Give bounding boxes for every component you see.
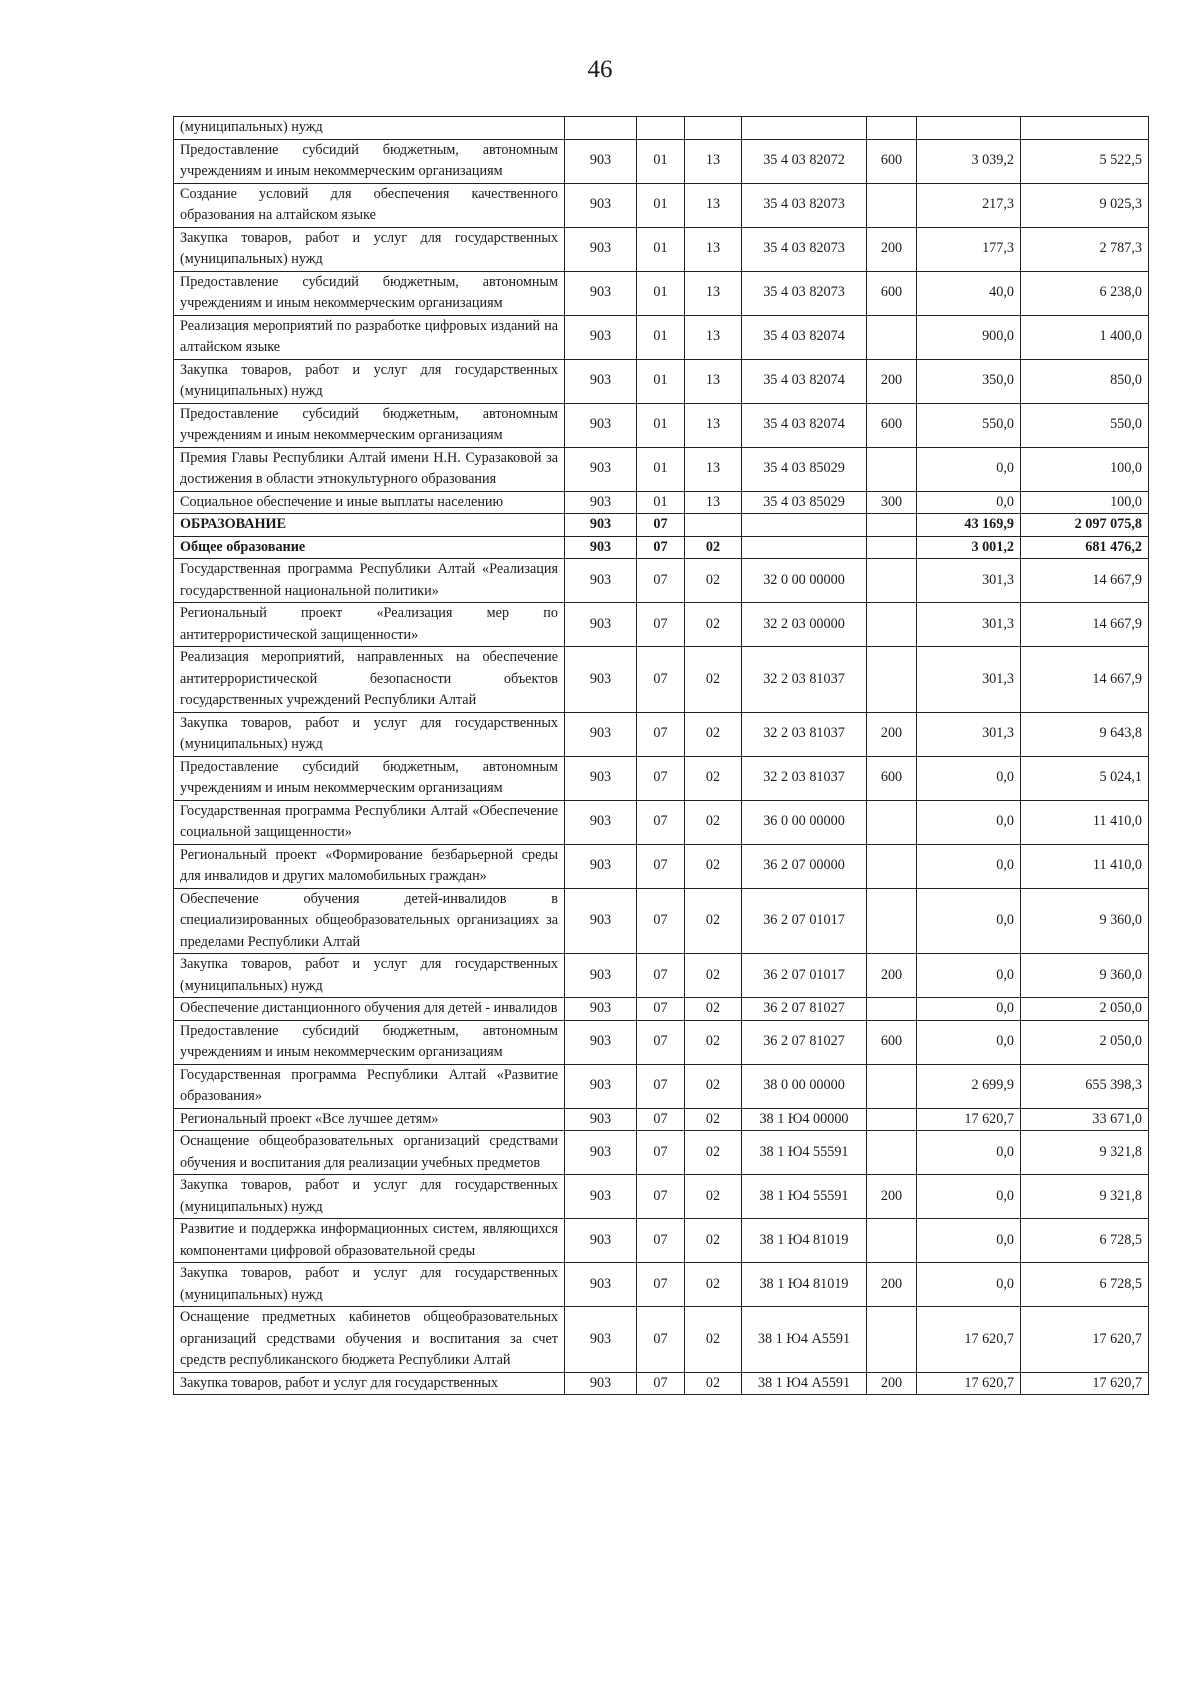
subsection-code-cell: 02 bbox=[685, 954, 742, 998]
expense-type-code-cell bbox=[867, 1108, 917, 1131]
table-row bbox=[174, 1219, 1149, 1263]
subsection-code-cell: 02 bbox=[685, 536, 742, 559]
amount-2-cell: 14 667,9 bbox=[1021, 647, 1149, 713]
section-code-cell bbox=[637, 117, 685, 140]
row-name-cell: Обеспечение дистанционного обучения для детей - инвалидов bbox=[174, 998, 565, 1021]
section-code-cell: 01 bbox=[637, 227, 685, 271]
amount-1-cell: 17 620,7 bbox=[917, 1307, 1021, 1373]
amount-2-cell: 11 410,0 bbox=[1021, 800, 1149, 844]
subsection-code-cell: 13 bbox=[685, 139, 742, 183]
admin-code-cell: 903 bbox=[565, 603, 637, 647]
row-name-cell: Предоставление субсидий бюджетным, автономным учреждениям и иным некоммерческим организациям bbox=[174, 139, 565, 183]
subsection-code-cell: 02 bbox=[685, 888, 742, 954]
row-name-cell: Предоставление субсидий бюджетным, автономным учреждениям и иным некоммерческим организациям bbox=[174, 403, 565, 447]
admin-code-cell: 903 bbox=[565, 712, 637, 756]
table-row bbox=[174, 403, 1149, 447]
table-row bbox=[174, 1175, 1149, 1219]
admin-code-cell: 903 bbox=[565, 359, 637, 403]
target-item-code-cell: 32 2 03 81037 bbox=[742, 756, 867, 800]
amount-2-cell: 2 787,3 bbox=[1021, 227, 1149, 271]
row-name-cell: Предоставление субсидий бюджетным, автономным учреждениям и иным некоммерческим организациям bbox=[174, 756, 565, 800]
row-name-cell: Оснащение общеобразовательных организаций средствами обучения и воспитания для реализации учебных предметов bbox=[174, 1131, 565, 1175]
expense-type-code-cell bbox=[867, 998, 917, 1021]
amount-2-cell: 9 360,0 bbox=[1021, 954, 1149, 998]
row-name-cell: Закупка товаров, работ и услуг для государственных (муниципальных) нужд bbox=[174, 227, 565, 271]
expense-type-code-cell bbox=[867, 536, 917, 559]
row-name-cell: Закупка товаров, работ и услуг для государственных (муниципальных) нужд bbox=[174, 1263, 565, 1307]
section-code-cell: 01 bbox=[637, 491, 685, 514]
amount-1-cell bbox=[917, 117, 1021, 140]
amount-1-cell: 0,0 bbox=[917, 954, 1021, 998]
amount-1-cell: 0,0 bbox=[917, 844, 1021, 888]
expense-type-code-cell bbox=[867, 844, 917, 888]
admin-code-cell: 903 bbox=[565, 998, 637, 1021]
section-code-cell: 07 bbox=[637, 536, 685, 559]
target-item-code-cell: 35 4 03 82072 bbox=[742, 139, 867, 183]
amount-1-cell: 0,0 bbox=[917, 1020, 1021, 1064]
amount-2-cell: 2 097 075,8 bbox=[1021, 514, 1149, 537]
expense-type-code-cell bbox=[867, 603, 917, 647]
amount-1-cell: 0,0 bbox=[917, 1263, 1021, 1307]
amount-1-cell: 350,0 bbox=[917, 359, 1021, 403]
amount-2-cell: 5 024,1 bbox=[1021, 756, 1149, 800]
table-row bbox=[174, 1131, 1149, 1175]
row-name-cell: Социальное обеспечение и иные выплаты населению bbox=[174, 491, 565, 514]
section-code-cell: 07 bbox=[637, 1307, 685, 1373]
expense-type-code-cell bbox=[867, 1219, 917, 1263]
amount-1-cell: 40,0 bbox=[917, 271, 1021, 315]
admin-code-cell: 903 bbox=[565, 800, 637, 844]
amount-1-cell: 900,0 bbox=[917, 315, 1021, 359]
subsection-code-cell: 02 bbox=[685, 647, 742, 713]
table-row bbox=[174, 183, 1149, 227]
row-name-cell: Реализация мероприятий, направленных на обеспечение антитеррористической безопасности объектов государственных учреждений Республики Алтай bbox=[174, 647, 565, 713]
row-name-cell: Реализация мероприятий по разработке цифровых изданий на алтайском языке bbox=[174, 315, 565, 359]
amount-2-cell: 14 667,9 bbox=[1021, 603, 1149, 647]
subsection-code-cell: 02 bbox=[685, 998, 742, 1021]
amount-2-cell: 655 398,3 bbox=[1021, 1064, 1149, 1108]
amount-1-cell: 0,0 bbox=[917, 447, 1021, 491]
subsection-code-cell: 13 bbox=[685, 359, 742, 403]
section-code-cell: 07 bbox=[637, 1263, 685, 1307]
row-name-cell: Оснащение предметных кабинетов общеобразовательных организаций средствами обучения и воспитания за счет средств республиканского бюджета Республики Алтай bbox=[174, 1307, 565, 1373]
admin-code-cell: 903 bbox=[565, 139, 637, 183]
amount-2-cell: 850,0 bbox=[1021, 359, 1149, 403]
section-code-cell: 01 bbox=[637, 183, 685, 227]
subsection-code-cell: 02 bbox=[685, 1131, 742, 1175]
admin-code-cell: 903 bbox=[565, 1108, 637, 1131]
target-item-code-cell: 38 1 Ю4 81019 bbox=[742, 1219, 867, 1263]
amount-1-cell: 0,0 bbox=[917, 1219, 1021, 1263]
subsection-code-cell bbox=[685, 117, 742, 140]
admin-code-cell: 903 bbox=[565, 954, 637, 998]
expense-type-code-cell bbox=[867, 1307, 917, 1373]
amount-1-cell: 301,3 bbox=[917, 603, 1021, 647]
table-row bbox=[174, 1108, 1149, 1131]
table-row bbox=[174, 954, 1149, 998]
section-code-cell: 07 bbox=[637, 1219, 685, 1263]
amount-1-cell: 217,3 bbox=[917, 183, 1021, 227]
subsection-code-cell: 13 bbox=[685, 491, 742, 514]
target-item-code-cell: 38 1 Ю4 А5591 bbox=[742, 1307, 867, 1373]
target-item-code-cell: 35 4 03 82074 bbox=[742, 315, 867, 359]
admin-code-cell: 903 bbox=[565, 888, 637, 954]
section-code-cell: 07 bbox=[637, 800, 685, 844]
admin-code-cell: 903 bbox=[565, 559, 637, 603]
table-row bbox=[174, 491, 1149, 514]
expense-type-code-cell: 600 bbox=[867, 139, 917, 183]
admin-code-cell: 903 bbox=[565, 1175, 637, 1219]
expense-type-code-cell bbox=[867, 888, 917, 954]
target-item-code-cell: 32 2 03 81037 bbox=[742, 712, 867, 756]
expense-type-code-cell: 600 bbox=[867, 403, 917, 447]
row-name-cell: Государственная программа Республики Алтай «Реализация государственной национальной политики» bbox=[174, 559, 565, 603]
target-item-code-cell bbox=[742, 117, 867, 140]
section-code-cell: 07 bbox=[637, 1064, 685, 1108]
row-name-cell: Создание условий для обеспечения качественного образования на алтайском языке bbox=[174, 183, 565, 227]
section-code-cell: 07 bbox=[637, 998, 685, 1021]
amount-2-cell: 14 667,9 bbox=[1021, 559, 1149, 603]
table-row bbox=[174, 315, 1149, 359]
table-row bbox=[174, 359, 1149, 403]
subsection-code-cell: 02 bbox=[685, 800, 742, 844]
row-name-cell: Закупка товаров, работ и услуг для государственных (муниципальных) нужд bbox=[174, 712, 565, 756]
section-code-cell: 01 bbox=[637, 403, 685, 447]
amount-2-cell: 100,0 bbox=[1021, 491, 1149, 514]
amount-1-cell: 301,3 bbox=[917, 647, 1021, 713]
amount-2-cell: 9 360,0 bbox=[1021, 888, 1149, 954]
budget-table bbox=[173, 116, 1149, 1395]
amount-2-cell: 6 728,5 bbox=[1021, 1263, 1149, 1307]
target-item-code-cell: 35 4 03 82073 bbox=[742, 227, 867, 271]
row-name-cell: (муниципальных) нужд bbox=[174, 117, 565, 140]
table-row bbox=[174, 514, 1149, 537]
target-item-code-cell: 38 1 Ю4 55591 bbox=[742, 1131, 867, 1175]
section-code-cell: 07 bbox=[637, 1372, 685, 1395]
row-name-cell: Закупка товаров, работ и услуг для государственных (муниципальных) нужд bbox=[174, 359, 565, 403]
table-row bbox=[174, 756, 1149, 800]
amount-1-cell: 0,0 bbox=[917, 491, 1021, 514]
subsection-code-cell: 02 bbox=[685, 1175, 742, 1219]
amount-1-cell: 2 699,9 bbox=[917, 1064, 1021, 1108]
table-row bbox=[174, 603, 1149, 647]
table-row bbox=[174, 1307, 1149, 1373]
subsection-code-cell: 02 bbox=[685, 844, 742, 888]
target-item-code-cell: 32 0 00 00000 bbox=[742, 559, 867, 603]
amount-2-cell: 33 671,0 bbox=[1021, 1108, 1149, 1131]
subsection-code-cell bbox=[685, 514, 742, 537]
admin-code-cell: 903 bbox=[565, 1064, 637, 1108]
expense-type-code-cell: 600 bbox=[867, 271, 917, 315]
amount-1-cell: 301,3 bbox=[917, 559, 1021, 603]
section-code-cell: 07 bbox=[637, 514, 685, 537]
amount-1-cell: 43 169,9 bbox=[917, 514, 1021, 537]
section-code-cell: 07 bbox=[637, 756, 685, 800]
amount-1-cell: 0,0 bbox=[917, 998, 1021, 1021]
subsection-code-cell: 13 bbox=[685, 403, 742, 447]
admin-code-cell: 903 bbox=[565, 1219, 637, 1263]
table-row bbox=[174, 888, 1149, 954]
admin-code-cell: 903 bbox=[565, 1372, 637, 1395]
target-item-code-cell: 32 2 03 81037 bbox=[742, 647, 867, 713]
expense-type-code-cell bbox=[867, 559, 917, 603]
amount-2-cell: 1 400,0 bbox=[1021, 315, 1149, 359]
subsection-code-cell: 02 bbox=[685, 1372, 742, 1395]
subsection-code-cell: 02 bbox=[685, 1064, 742, 1108]
amount-2-cell: 9 025,3 bbox=[1021, 183, 1149, 227]
section-code-cell: 01 bbox=[637, 271, 685, 315]
subsection-code-cell: 13 bbox=[685, 183, 742, 227]
expense-type-code-cell: 200 bbox=[867, 1263, 917, 1307]
subsection-code-cell: 02 bbox=[685, 756, 742, 800]
row-name-cell: Закупка товаров, работ и услуг для государственных (муниципальных) нужд bbox=[174, 954, 565, 998]
amount-2-cell: 17 620,7 bbox=[1021, 1307, 1149, 1373]
target-item-code-cell: 38 1 Ю4 55591 bbox=[742, 1175, 867, 1219]
target-item-code-cell: 35 4 03 85029 bbox=[742, 447, 867, 491]
section-code-cell: 07 bbox=[637, 888, 685, 954]
section-code-cell: 07 bbox=[637, 559, 685, 603]
expense-type-code-cell: 300 bbox=[867, 491, 917, 514]
subsection-code-cell: 13 bbox=[685, 315, 742, 359]
table-row bbox=[174, 800, 1149, 844]
expense-type-code-cell: 200 bbox=[867, 712, 917, 756]
table-row bbox=[174, 227, 1149, 271]
admin-code-cell: 903 bbox=[565, 1263, 637, 1307]
expense-type-code-cell bbox=[867, 1131, 917, 1175]
section-code-cell: 01 bbox=[637, 447, 685, 491]
target-item-code-cell: 35 4 03 85029 bbox=[742, 491, 867, 514]
table-row bbox=[174, 139, 1149, 183]
table-row bbox=[174, 1263, 1149, 1307]
amount-2-cell: 550,0 bbox=[1021, 403, 1149, 447]
subsection-code-cell: 02 bbox=[685, 603, 742, 647]
expense-type-code-cell bbox=[867, 315, 917, 359]
target-item-code-cell: 36 2 07 00000 bbox=[742, 844, 867, 888]
table-row bbox=[174, 1064, 1149, 1108]
table-row bbox=[174, 271, 1149, 315]
expense-type-code-cell: 200 bbox=[867, 954, 917, 998]
section-code-cell: 07 bbox=[637, 1020, 685, 1064]
target-item-code-cell: 35 4 03 82074 bbox=[742, 403, 867, 447]
amount-2-cell: 6 728,5 bbox=[1021, 1219, 1149, 1263]
expense-type-code-cell: 600 bbox=[867, 1020, 917, 1064]
row-name-cell: Закупка товаров, работ и услуг для государственных bbox=[174, 1372, 565, 1395]
table-row bbox=[174, 1020, 1149, 1064]
expense-type-code-cell bbox=[867, 447, 917, 491]
row-name-cell: Премия Главы Республики Алтай имени Н.Н. Суразаковой за достижения в области этнокультурного образования bbox=[174, 447, 565, 491]
section-code-cell: 01 bbox=[637, 359, 685, 403]
subsection-code-cell: 02 bbox=[685, 1219, 742, 1263]
page-number: 46 bbox=[587, 56, 613, 83]
target-item-code-cell bbox=[742, 514, 867, 537]
admin-code-cell: 903 bbox=[565, 514, 637, 537]
amount-2-cell: 9 321,8 bbox=[1021, 1175, 1149, 1219]
expense-type-code-cell: 600 bbox=[867, 756, 917, 800]
table-row bbox=[174, 559, 1149, 603]
subsection-code-cell: 13 bbox=[685, 227, 742, 271]
amount-2-cell: 2 050,0 bbox=[1021, 998, 1149, 1021]
row-name-cell: Региональный проект «Все лучшее детям» bbox=[174, 1108, 565, 1131]
amount-2-cell: 5 522,5 bbox=[1021, 139, 1149, 183]
amount-2-cell: 681 476,2 bbox=[1021, 536, 1149, 559]
target-item-code-cell: 36 0 00 00000 bbox=[742, 800, 867, 844]
expense-type-code-cell bbox=[867, 647, 917, 713]
subsection-code-cell: 02 bbox=[685, 1307, 742, 1373]
row-name-cell: Предоставление субсидий бюджетным, автономным учреждениям и иным некоммерческим организациям bbox=[174, 271, 565, 315]
amount-2-cell: 6 238,0 bbox=[1021, 271, 1149, 315]
admin-code-cell: 903 bbox=[565, 447, 637, 491]
amount-2-cell: 9 643,8 bbox=[1021, 712, 1149, 756]
table-row bbox=[174, 844, 1149, 888]
target-item-code-cell bbox=[742, 536, 867, 559]
expense-type-code-cell: 200 bbox=[867, 1175, 917, 1219]
amount-2-cell: 2 050,0 bbox=[1021, 1020, 1149, 1064]
amount-2-cell: 11 410,0 bbox=[1021, 844, 1149, 888]
admin-code-cell: 903 bbox=[565, 647, 637, 713]
amount-1-cell: 0,0 bbox=[917, 756, 1021, 800]
amount-2-cell bbox=[1021, 117, 1149, 140]
admin-code-cell: 903 bbox=[565, 1307, 637, 1373]
subsection-code-cell: 02 bbox=[685, 1108, 742, 1131]
table-body bbox=[174, 117, 1149, 1395]
subsection-code-cell: 02 bbox=[685, 559, 742, 603]
admin-code-cell: 903 bbox=[565, 183, 637, 227]
amount-1-cell: 17 620,7 bbox=[917, 1108, 1021, 1131]
amount-1-cell: 0,0 bbox=[917, 888, 1021, 954]
table-row bbox=[174, 1372, 1149, 1395]
amount-2-cell: 9 321,8 bbox=[1021, 1131, 1149, 1175]
target-item-code-cell: 38 1 Ю4 81019 bbox=[742, 1263, 867, 1307]
expense-type-code-cell bbox=[867, 117, 917, 140]
amount-1-cell: 301,3 bbox=[917, 712, 1021, 756]
target-item-code-cell: 36 2 07 01017 bbox=[742, 888, 867, 954]
target-item-code-cell: 36 2 07 81027 bbox=[742, 1020, 867, 1064]
row-name-cell: Общее образование bbox=[174, 536, 565, 559]
admin-code-cell: 903 bbox=[565, 491, 637, 514]
section-code-cell: 07 bbox=[637, 1175, 685, 1219]
subsection-code-cell: 02 bbox=[685, 1263, 742, 1307]
admin-code-cell: 903 bbox=[565, 271, 637, 315]
section-code-cell: 07 bbox=[637, 1131, 685, 1175]
section-code-cell: 07 bbox=[637, 1108, 685, 1131]
target-item-code-cell: 38 1 Ю4 А5591 bbox=[742, 1372, 867, 1395]
amount-1-cell: 3 039,2 bbox=[917, 139, 1021, 183]
expense-type-code-cell bbox=[867, 183, 917, 227]
row-name-cell: Обеспечение обучения детей-инвалидов в специализированных общеобразовательных организациях за пределами Республики Алтай bbox=[174, 888, 565, 954]
admin-code-cell: 903 bbox=[565, 844, 637, 888]
row-name-cell: Государственная программа Республики Алтай «Обеспечение социальной защищенности» bbox=[174, 800, 565, 844]
subsection-code-cell: 13 bbox=[685, 271, 742, 315]
table-row bbox=[174, 998, 1149, 1021]
expense-type-code-cell: 200 bbox=[867, 1372, 917, 1395]
section-code-cell: 07 bbox=[637, 647, 685, 713]
table-row bbox=[174, 536, 1149, 559]
expense-type-code-cell bbox=[867, 1064, 917, 1108]
amount-1-cell: 17 620,7 bbox=[917, 1372, 1021, 1395]
target-item-code-cell: 32 2 03 00000 bbox=[742, 603, 867, 647]
admin-code-cell: 903 bbox=[565, 1020, 637, 1064]
amount-2-cell: 100,0 bbox=[1021, 447, 1149, 491]
row-name-cell: Предоставление субсидий бюджетным, автономным учреждениям и иным некоммерческим организациям bbox=[174, 1020, 565, 1064]
amount-1-cell: 177,3 bbox=[917, 227, 1021, 271]
subsection-code-cell: 02 bbox=[685, 712, 742, 756]
amount-1-cell: 550,0 bbox=[917, 403, 1021, 447]
admin-code-cell: 903 bbox=[565, 403, 637, 447]
target-item-code-cell: 36 2 07 01017 bbox=[742, 954, 867, 998]
amount-1-cell: 0,0 bbox=[917, 1175, 1021, 1219]
section-code-cell: 07 bbox=[637, 603, 685, 647]
admin-code-cell bbox=[565, 117, 637, 140]
row-name-cell: Региональный проект «Формирование безбарьерной среды для инвалидов и других маломобильных граждан» bbox=[174, 844, 565, 888]
admin-code-cell: 903 bbox=[565, 227, 637, 271]
target-item-code-cell: 35 4 03 82073 bbox=[742, 271, 867, 315]
subsection-code-cell: 02 bbox=[685, 1020, 742, 1064]
table-row bbox=[174, 647, 1149, 713]
target-item-code-cell: 35 4 03 82074 bbox=[742, 359, 867, 403]
subsection-code-cell: 13 bbox=[685, 447, 742, 491]
row-name-cell: Региональный проект «Реализация мер по антитеррористической защищенности» bbox=[174, 603, 565, 647]
row-name-cell: Закупка товаров, работ и услуг для государственных (муниципальных) нужд bbox=[174, 1175, 565, 1219]
table-row bbox=[174, 447, 1149, 491]
amount-1-cell: 0,0 bbox=[917, 800, 1021, 844]
admin-code-cell: 903 bbox=[565, 536, 637, 559]
admin-code-cell: 903 bbox=[565, 756, 637, 800]
amount-1-cell: 0,0 bbox=[917, 1131, 1021, 1175]
expense-type-code-cell bbox=[867, 800, 917, 844]
expense-type-code-cell: 200 bbox=[867, 227, 917, 271]
section-code-cell: 01 bbox=[637, 315, 685, 359]
amount-1-cell: 3 001,2 bbox=[917, 536, 1021, 559]
amount-2-cell: 17 620,7 bbox=[1021, 1372, 1149, 1395]
section-code-cell: 07 bbox=[637, 954, 685, 998]
target-item-code-cell: 35 4 03 82073 bbox=[742, 183, 867, 227]
expense-type-code-cell: 200 bbox=[867, 359, 917, 403]
target-item-code-cell: 38 1 Ю4 00000 bbox=[742, 1108, 867, 1131]
section-code-cell: 07 bbox=[637, 712, 685, 756]
section-code-cell: 07 bbox=[637, 844, 685, 888]
expense-type-code-cell bbox=[867, 514, 917, 537]
section-code-cell: 01 bbox=[637, 139, 685, 183]
admin-code-cell: 903 bbox=[565, 315, 637, 359]
target-item-code-cell: 38 0 00 00000 bbox=[742, 1064, 867, 1108]
row-name-cell: Развитие и поддержка информационных систем, являющихся компонентами цифровой образовательной среды bbox=[174, 1219, 565, 1263]
row-name-cell: Государственная программа Республики Алтай «Развитие образования» bbox=[174, 1064, 565, 1108]
row-name-cell: ОБРАЗОВАНИЕ bbox=[174, 514, 565, 537]
target-item-code-cell: 36 2 07 81027 bbox=[742, 998, 867, 1021]
table-row bbox=[174, 117, 1149, 140]
admin-code-cell: 903 bbox=[565, 1131, 637, 1175]
table-row bbox=[174, 712, 1149, 756]
